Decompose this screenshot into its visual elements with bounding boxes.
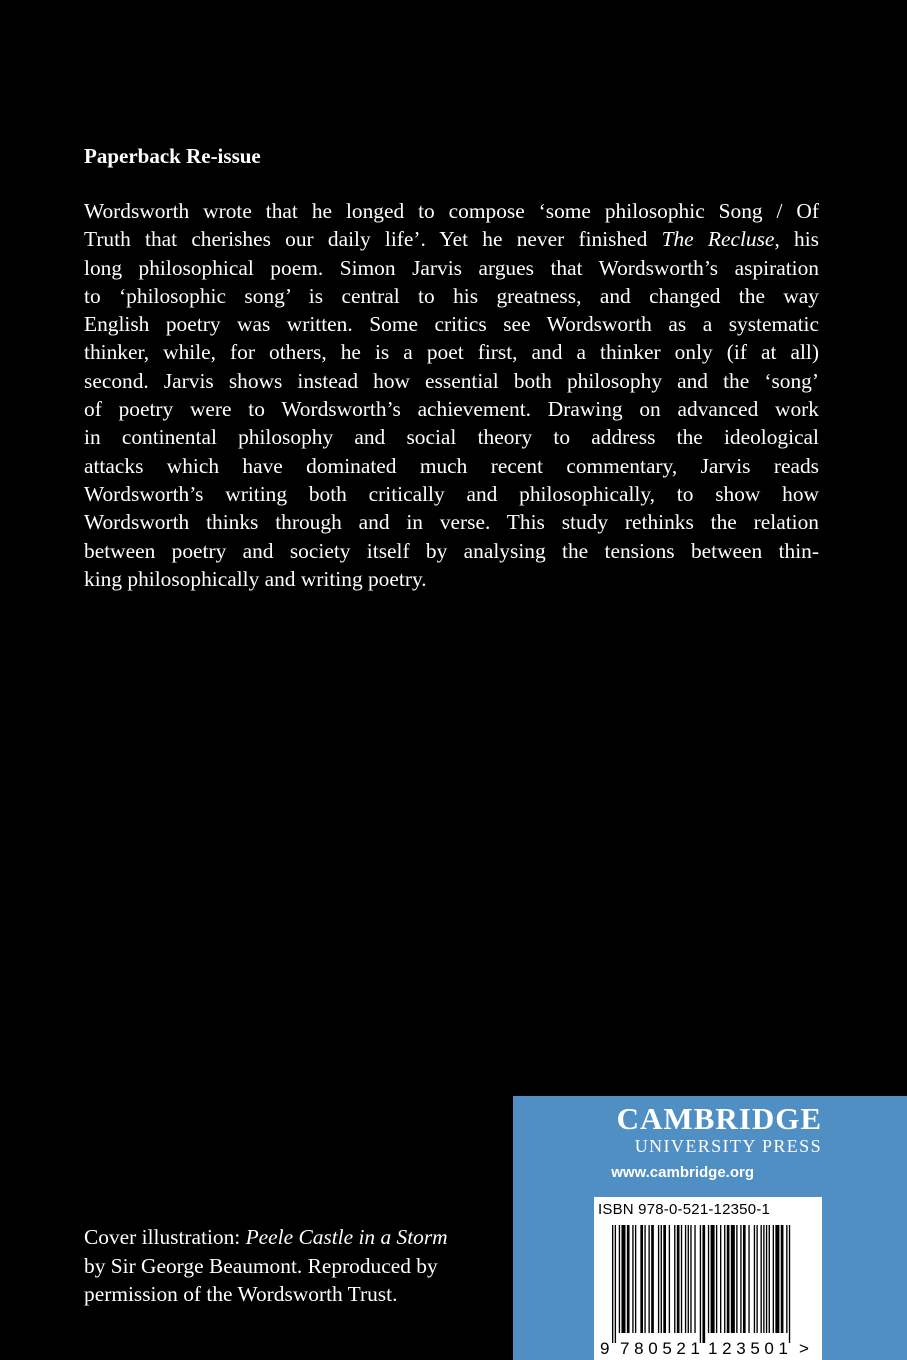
blurb-line-text: between poetry and society itself by analysing the tensions between thin- [84, 538, 819, 563]
barcode-icon [594, 1197, 822, 1360]
blurb-line [84, 254, 819, 282]
blurb-line-text: Wordsworth thinks through and in verse. This study rethinks the relation [84, 510, 819, 535]
publisher-logo-name: CAMBRIDGE [616, 1101, 822, 1136]
credit-line-2: by Sir George Beaumont. Reproduced by [84, 1253, 438, 1278]
blurb-line-text: attacks which have dominated much recent commentary, Jarvis reads [84, 453, 819, 478]
barcode-left-digits: 780521 [620, 1339, 700, 1358]
blurb-line [84, 367, 819, 395]
artwork-title: Peele Castle in a Storm [245, 1225, 448, 1249]
blurb-line-text: Wordsworth’s writing both critically and philosophically, to show how [84, 481, 819, 506]
blurb-line-text: king philosophically and writing poetry. [84, 566, 427, 591]
blurb-line [84, 338, 819, 366]
blurb-line-text: in continental philosophy and social theory to address the ideological [84, 425, 819, 450]
blurb-line [84, 423, 819, 451]
blurb-line-text: of poetry were to Wordsworth’s achievement. Drawing on advanced work [84, 397, 819, 422]
blurb-line-text: Wordsworth wrote that he longed to compose ‘some philosophic Song / Of [84, 199, 819, 223]
barcode-right-digits: 123501 [708, 1339, 788, 1358]
blurb-line [84, 282, 819, 310]
section-heading: Paperback Re-issue [84, 144, 261, 168]
credit-prefix: Cover illustration: [84, 1225, 246, 1249]
blurb-line [84, 480, 819, 508]
publisher-url: www.cambridge.org [611, 1164, 754, 1181]
publisher-panel [513, 1096, 907, 1360]
cover-credit [84, 1223, 484, 1309]
blurb-line-text: , his [774, 227, 819, 252]
blurb-line [84, 197, 819, 225]
blurb-line [84, 225, 819, 253]
blurb-line [84, 537, 819, 565]
publisher-logo-subtitle: UNIVERSITY PRESS [634, 1136, 822, 1156]
blurb-line-text: second. Jarvis shows instead how essential both philosophy and the ‘song’ [84, 368, 819, 393]
blurb-line [84, 310, 819, 338]
blurb-text [84, 197, 819, 593]
blurb-line [84, 395, 819, 423]
blurb-line-text: thinker, while, for others, he is a poet first, and a thinker only (if at all) [84, 340, 819, 365]
blurb-line-text: long philosophical poem. Simon Jarvis argues that Wordsworth’s aspiration [84, 255, 819, 280]
barcode-marker: > [799, 1339, 809, 1358]
credit-line-3: permission of the Wordsworth Trust. [84, 1282, 398, 1306]
blurb-line [84, 452, 819, 480]
blurb-line-text: English poetry was written. Some critics see Wordsworth as a systematic [84, 312, 819, 337]
barcode-panel [594, 1197, 822, 1360]
barcode-first-digit: 9 [600, 1339, 610, 1358]
isbn-label: ISBN 978-0-521-12350-1 [598, 1201, 771, 1218]
blurb-line [84, 565, 819, 593]
book-title: The Recluse [661, 227, 775, 252]
blurb-line-text: Truth that cherishes our daily life’. Yet he never finished [84, 227, 662, 252]
blurb-line [84, 508, 819, 536]
credit-line-1 [84, 1223, 484, 1252]
blurb-line-text: to ‘philosophic song’ is central to his greatness, and changed the way [84, 283, 819, 308]
